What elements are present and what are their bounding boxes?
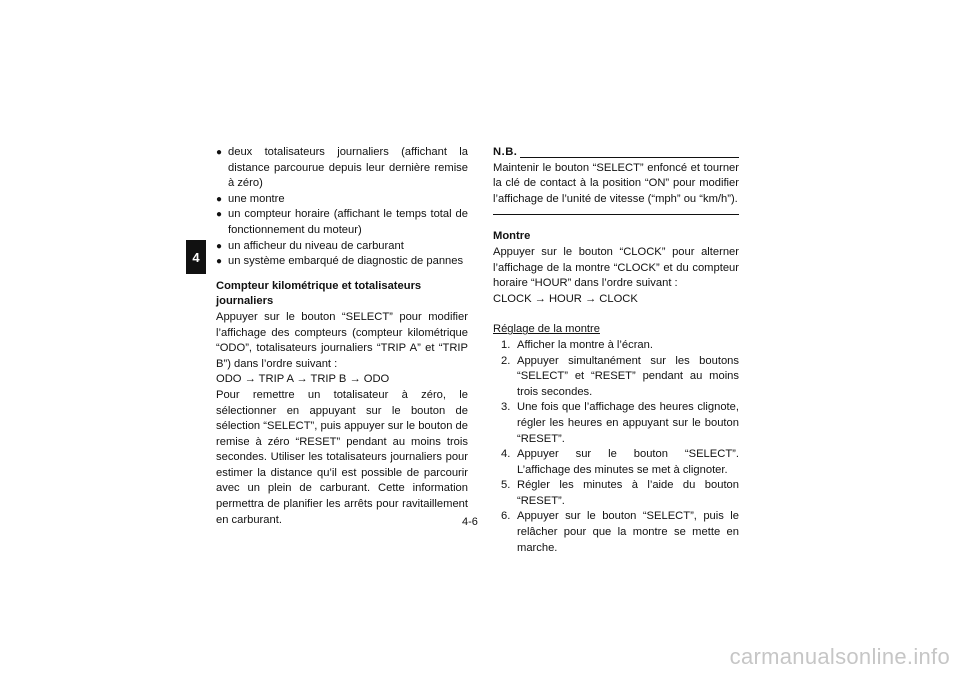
list-item-text: un système embarqué de diagnostic de pannes xyxy=(228,255,464,268)
note-top-rule xyxy=(520,157,739,158)
bullet-icon: ● xyxy=(216,240,223,252)
list-item-text: un compteur horaire (affichant le temps total de fonctionnement du moteur) xyxy=(228,208,468,236)
list-item-text: une montre xyxy=(228,192,285,205)
list-item xyxy=(216,192,468,208)
watermark: carmanualsonline.info xyxy=(729,644,950,669)
list-item xyxy=(216,254,468,270)
note-box xyxy=(493,145,739,215)
step-item xyxy=(493,338,739,354)
page-number: 4-6 xyxy=(462,516,478,528)
step-number: 1. xyxy=(501,338,511,351)
bullet-icon: ● xyxy=(216,193,223,205)
list-item xyxy=(216,207,468,238)
step-text: Appuyer sur le bouton “SELECT”, puis le relâcher pour que la montre se mette en marche. xyxy=(517,510,739,554)
list-item xyxy=(216,239,468,255)
clock-sequence: CLOCK → HOUR → CLOCK xyxy=(493,292,638,305)
clock-setting-subheading: Réglage de la montre xyxy=(493,323,600,336)
feature-list xyxy=(216,145,468,270)
step-number: 6. xyxy=(501,510,511,523)
clock-setting-steps xyxy=(493,338,739,556)
step-item xyxy=(493,447,739,478)
step-text: Afficher la montre à l’écran. xyxy=(517,338,653,351)
step-number: 3. xyxy=(501,401,511,414)
section-heading-clock: Montre xyxy=(493,230,531,243)
clock-paragraph: Appuyer sur le bouton “CLOCK” pour alterner l’affichage de la montre “CLOCK” et du compteur horaire “HOUR” dans l’ordre suivant : xyxy=(493,245,739,290)
left-column xyxy=(216,145,468,528)
step-text: Une fois que l’affichage des heures clignote, régler les heures en appuyant sur le bouton “RESET”. xyxy=(517,401,739,445)
step-item xyxy=(493,354,739,401)
bullet-icon: ● xyxy=(216,209,223,221)
list-item xyxy=(216,145,468,192)
section-heading-odometer: Compteur kilométrique et totalisateurs journaliers xyxy=(216,279,422,308)
step-item xyxy=(493,478,739,509)
trip-reset-paragraph: Pour remettre un totalisateur à zéro, le sélectionner en appuyant sur le bouton de sélection “SELECT”, puis appuyer sur le bouton de remise à zéro “RESET” pendant au moins trois secondes. Utiliser les totalisateurs journaliers pour estimer la distance qu’il est possible de parcourir avec un plein de carburant. Cette information permettra de planifier les arrêts pour ravitaillement en carburant. xyxy=(216,388,468,526)
list-item-text: deux totalisateurs journaliers (affichant la distance parcourue depuis leur dernière remise à zéro) xyxy=(228,146,468,190)
step-number: 2. xyxy=(501,354,511,367)
odometer-paragraph: Appuyer sur le bouton “SELECT” pour modifier l’affichage des compteurs (compteur kilométrique “ODO”, totalisateurs journaliers “TRIP A” et “TRIP B”) dans l’ordre suivant : xyxy=(216,310,468,370)
step-item xyxy=(493,400,739,447)
step-item xyxy=(493,509,739,556)
step-text: Appuyer simultanément sur les boutons “SELECT” et “RESET” pendant au moins trois secondes. xyxy=(517,354,739,398)
note-bottom-rule xyxy=(493,214,739,215)
list-item-text: un afficheur du niveau de carburant xyxy=(228,239,404,252)
right-column xyxy=(493,145,739,556)
bullet-icon: ● xyxy=(216,256,223,268)
note-header xyxy=(493,145,739,161)
step-number: 5. xyxy=(501,479,511,492)
note-label: N.B. xyxy=(493,146,518,158)
step-text: Régler les minutes à l’aide du bouton “RESET”. xyxy=(517,479,739,507)
step-number: 4. xyxy=(501,448,511,461)
odometer-sequence: ODO → TRIP A → TRIP B → ODO xyxy=(216,373,390,386)
step-text: Appuyer sur le bouton “SELECT”. L’affichage des minutes se met à clignoter. xyxy=(517,448,739,476)
chapter-tab: 4 xyxy=(186,240,206,274)
bullet-icon: ● xyxy=(216,147,223,158)
note-text: Maintenir le bouton “SELECT” enfoncé et tourner la clé de contact à la position “ON” pour modifier l’affichage de l’unité de vitesse (“mph” ou “km/h”). xyxy=(493,161,739,205)
